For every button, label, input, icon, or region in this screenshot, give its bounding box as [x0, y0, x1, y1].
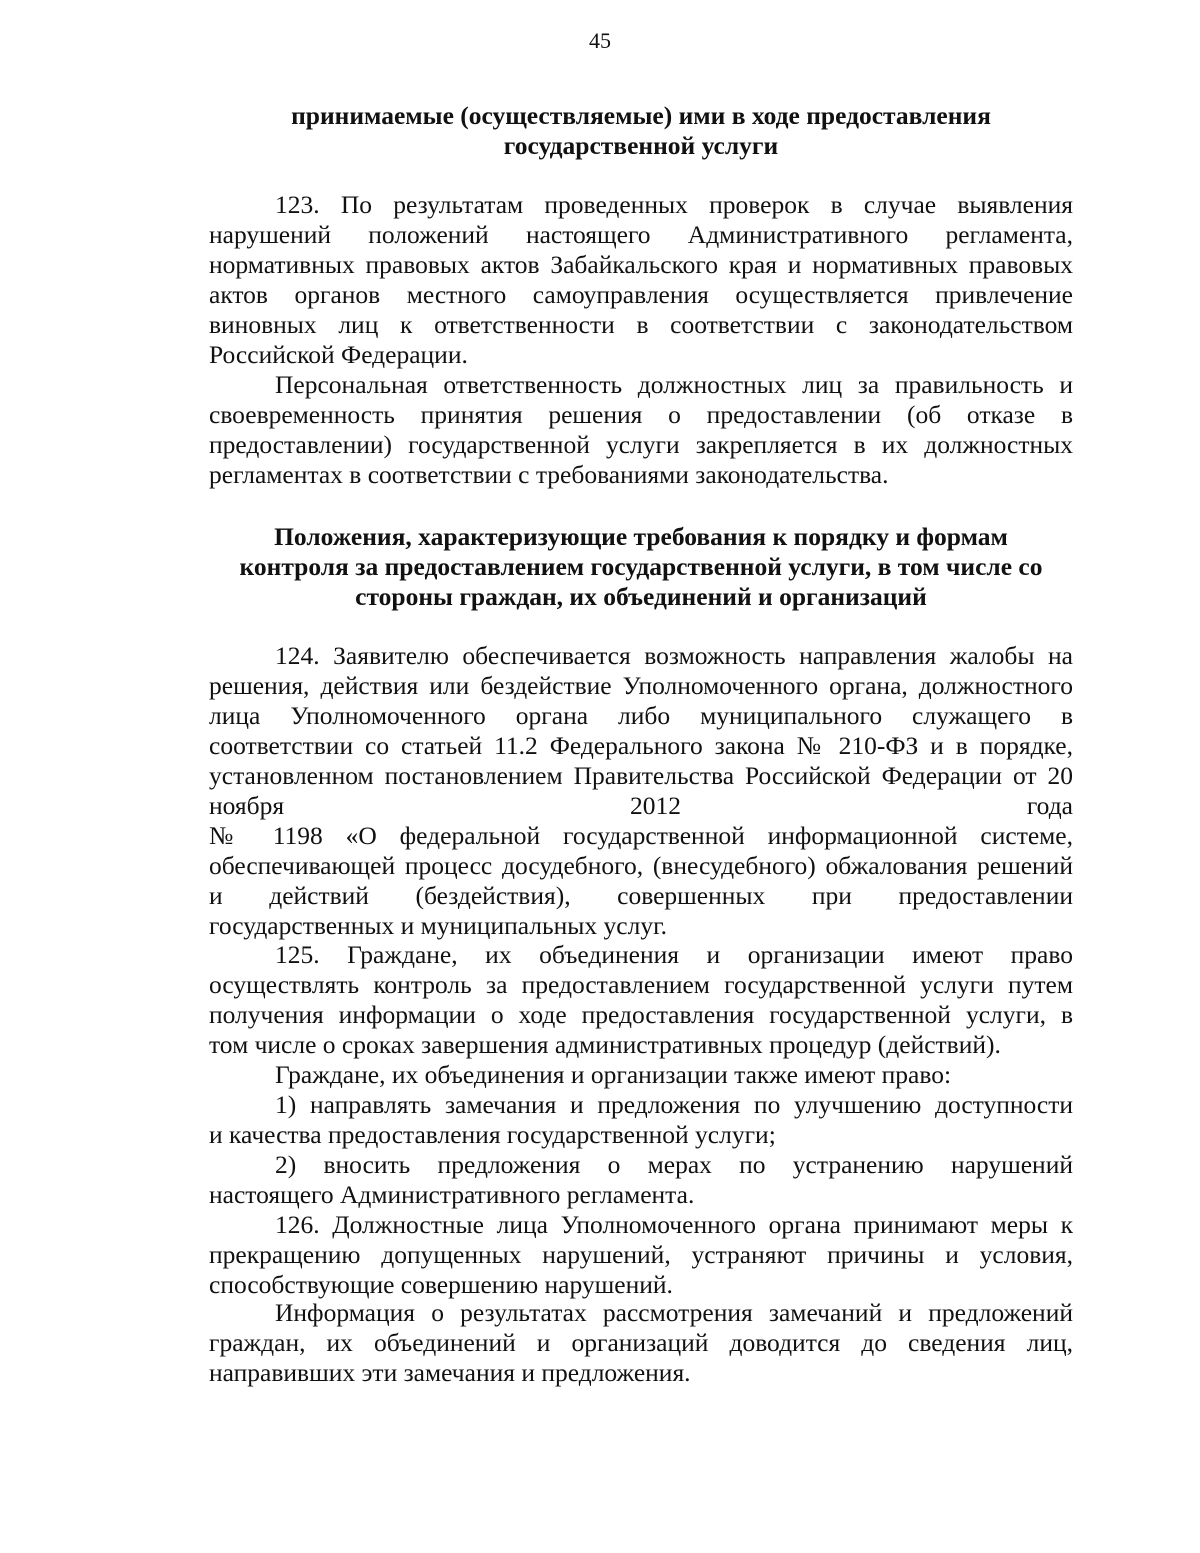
text-line: установленном постановлением Правительства Российской Федерации от 20 [209, 761, 1073, 790]
text-line: регламентах в соответствии с требованиями законодательства. [209, 460, 889, 489]
text-line: 1) направлять замечания и предложения по улучшению доступности [275, 1090, 1073, 1119]
text-line: 126. Должностные лица Уполномоченного органа принимают меры к [275, 1210, 1073, 1239]
text-line: предоставлении) государственной услуги закрепляется в их должностных [209, 430, 1073, 459]
text-line: Российской Федерации. [209, 340, 468, 369]
text-line: 125. Граждане, их объединения и организации имеют право [275, 940, 1073, 969]
text-line: лица Уполномоченного органа либо муниципального служащего в [209, 701, 1073, 730]
paragraph-125 [209, 940, 1073, 1060]
text-line: обеспечивающей процесс досудебного, (внесудебного) обжалования решений [209, 851, 1073, 880]
text-line: настоящего Административного регламента. [209, 1180, 695, 1209]
text-line: 123. По результатам проведенных проверок в случае выявления [275, 190, 1073, 219]
paragraph-personal-responsibility [209, 370, 1073, 490]
text-line: нормативных правовых актов Забайкальского края и нормативных правовых [209, 250, 1073, 279]
text-line: № 1198 «О федеральной государственной информационной системе, [209, 821, 1073, 850]
list-item-1 [209, 1090, 1073, 1150]
text-line: Граждане, их объединения и организации также имеют право: [275, 1060, 952, 1089]
list-item-2 [209, 1150, 1073, 1210]
text-line: своевременность принятия решения о предоставлении (об отказе в [209, 400, 1073, 429]
text-line: и качества предоставления государственной услуги; [209, 1120, 776, 1149]
text-line: и действий (бездействия), совершенных при предоставлении [209, 881, 1073, 910]
text-line: ноября 2012 года [209, 791, 1073, 820]
text-line: актов органов местного самоуправления осуществляется привлечение [209, 280, 1073, 309]
paragraph-information [209, 1298, 1073, 1388]
text-line: способствующие совершению нарушений. [209, 1270, 673, 1299]
paragraph-123 [209, 190, 1073, 370]
heading-line: стороны граждан, их объединений и организаций [355, 582, 927, 611]
text-line: том числе о сроках завершения административных процедур (действий). [209, 1030, 1001, 1059]
heading-line: Положения, характеризующие требования к порядку и формам [274, 522, 1008, 551]
text-line: 124. Заявителю обеспечивается возможность направления жалобы на [275, 641, 1073, 670]
section-heading-control [209, 522, 1073, 612]
text-line: государственных и муниципальных услуг. [209, 911, 668, 940]
text-line: получения информации о ходе предоставления государственной услуги, в [209, 1000, 1073, 1029]
paragraph-126 [209, 1210, 1073, 1300]
text-line: 2) вносить предложения о мерах по устранению нарушений [275, 1150, 1073, 1179]
section-heading-top [209, 101, 1073, 161]
text-line: виновных лиц к ответственности в соответствии с законодательством [209, 310, 1073, 339]
text-line: осуществлять контроль за предоставлением государственной услуги путем [209, 970, 1073, 999]
text-line: Персональная ответственность должностных лиц за правильность и [275, 370, 1073, 399]
text-line: решения, действия или бездействие Уполномоченного органа, должностного [209, 671, 1073, 700]
heading-line: контроля за предоставлением государственной услуги, в том числе со [239, 552, 1043, 581]
paragraph-rights-intro [209, 1060, 1073, 1090]
heading-line: государственной услуги [503, 131, 779, 160]
text-line: Информация о результатах рассмотрения замечаний и предложений [275, 1298, 1073, 1327]
text-line: граждан, их объединений и организаций доводится до сведения лиц, [209, 1328, 1073, 1357]
text-line: соответствии со статьей 11.2 Федерального закона № 210-ФЗ и в порядке, [209, 731, 1073, 760]
paragraph-124 [209, 641, 1073, 941]
text-line: нарушений положений настоящего Административного регламента, [209, 220, 1073, 249]
text-line: направивших эти замечания и предложения. [209, 1358, 691, 1387]
text-line: прекращению допущенных нарушений, устраняют причины и условия, [209, 1240, 1073, 1269]
heading-line: принимаемые (осуществляемые) ими в ходе предоставления [291, 101, 991, 130]
page-number: 45 [589, 28, 611, 53]
